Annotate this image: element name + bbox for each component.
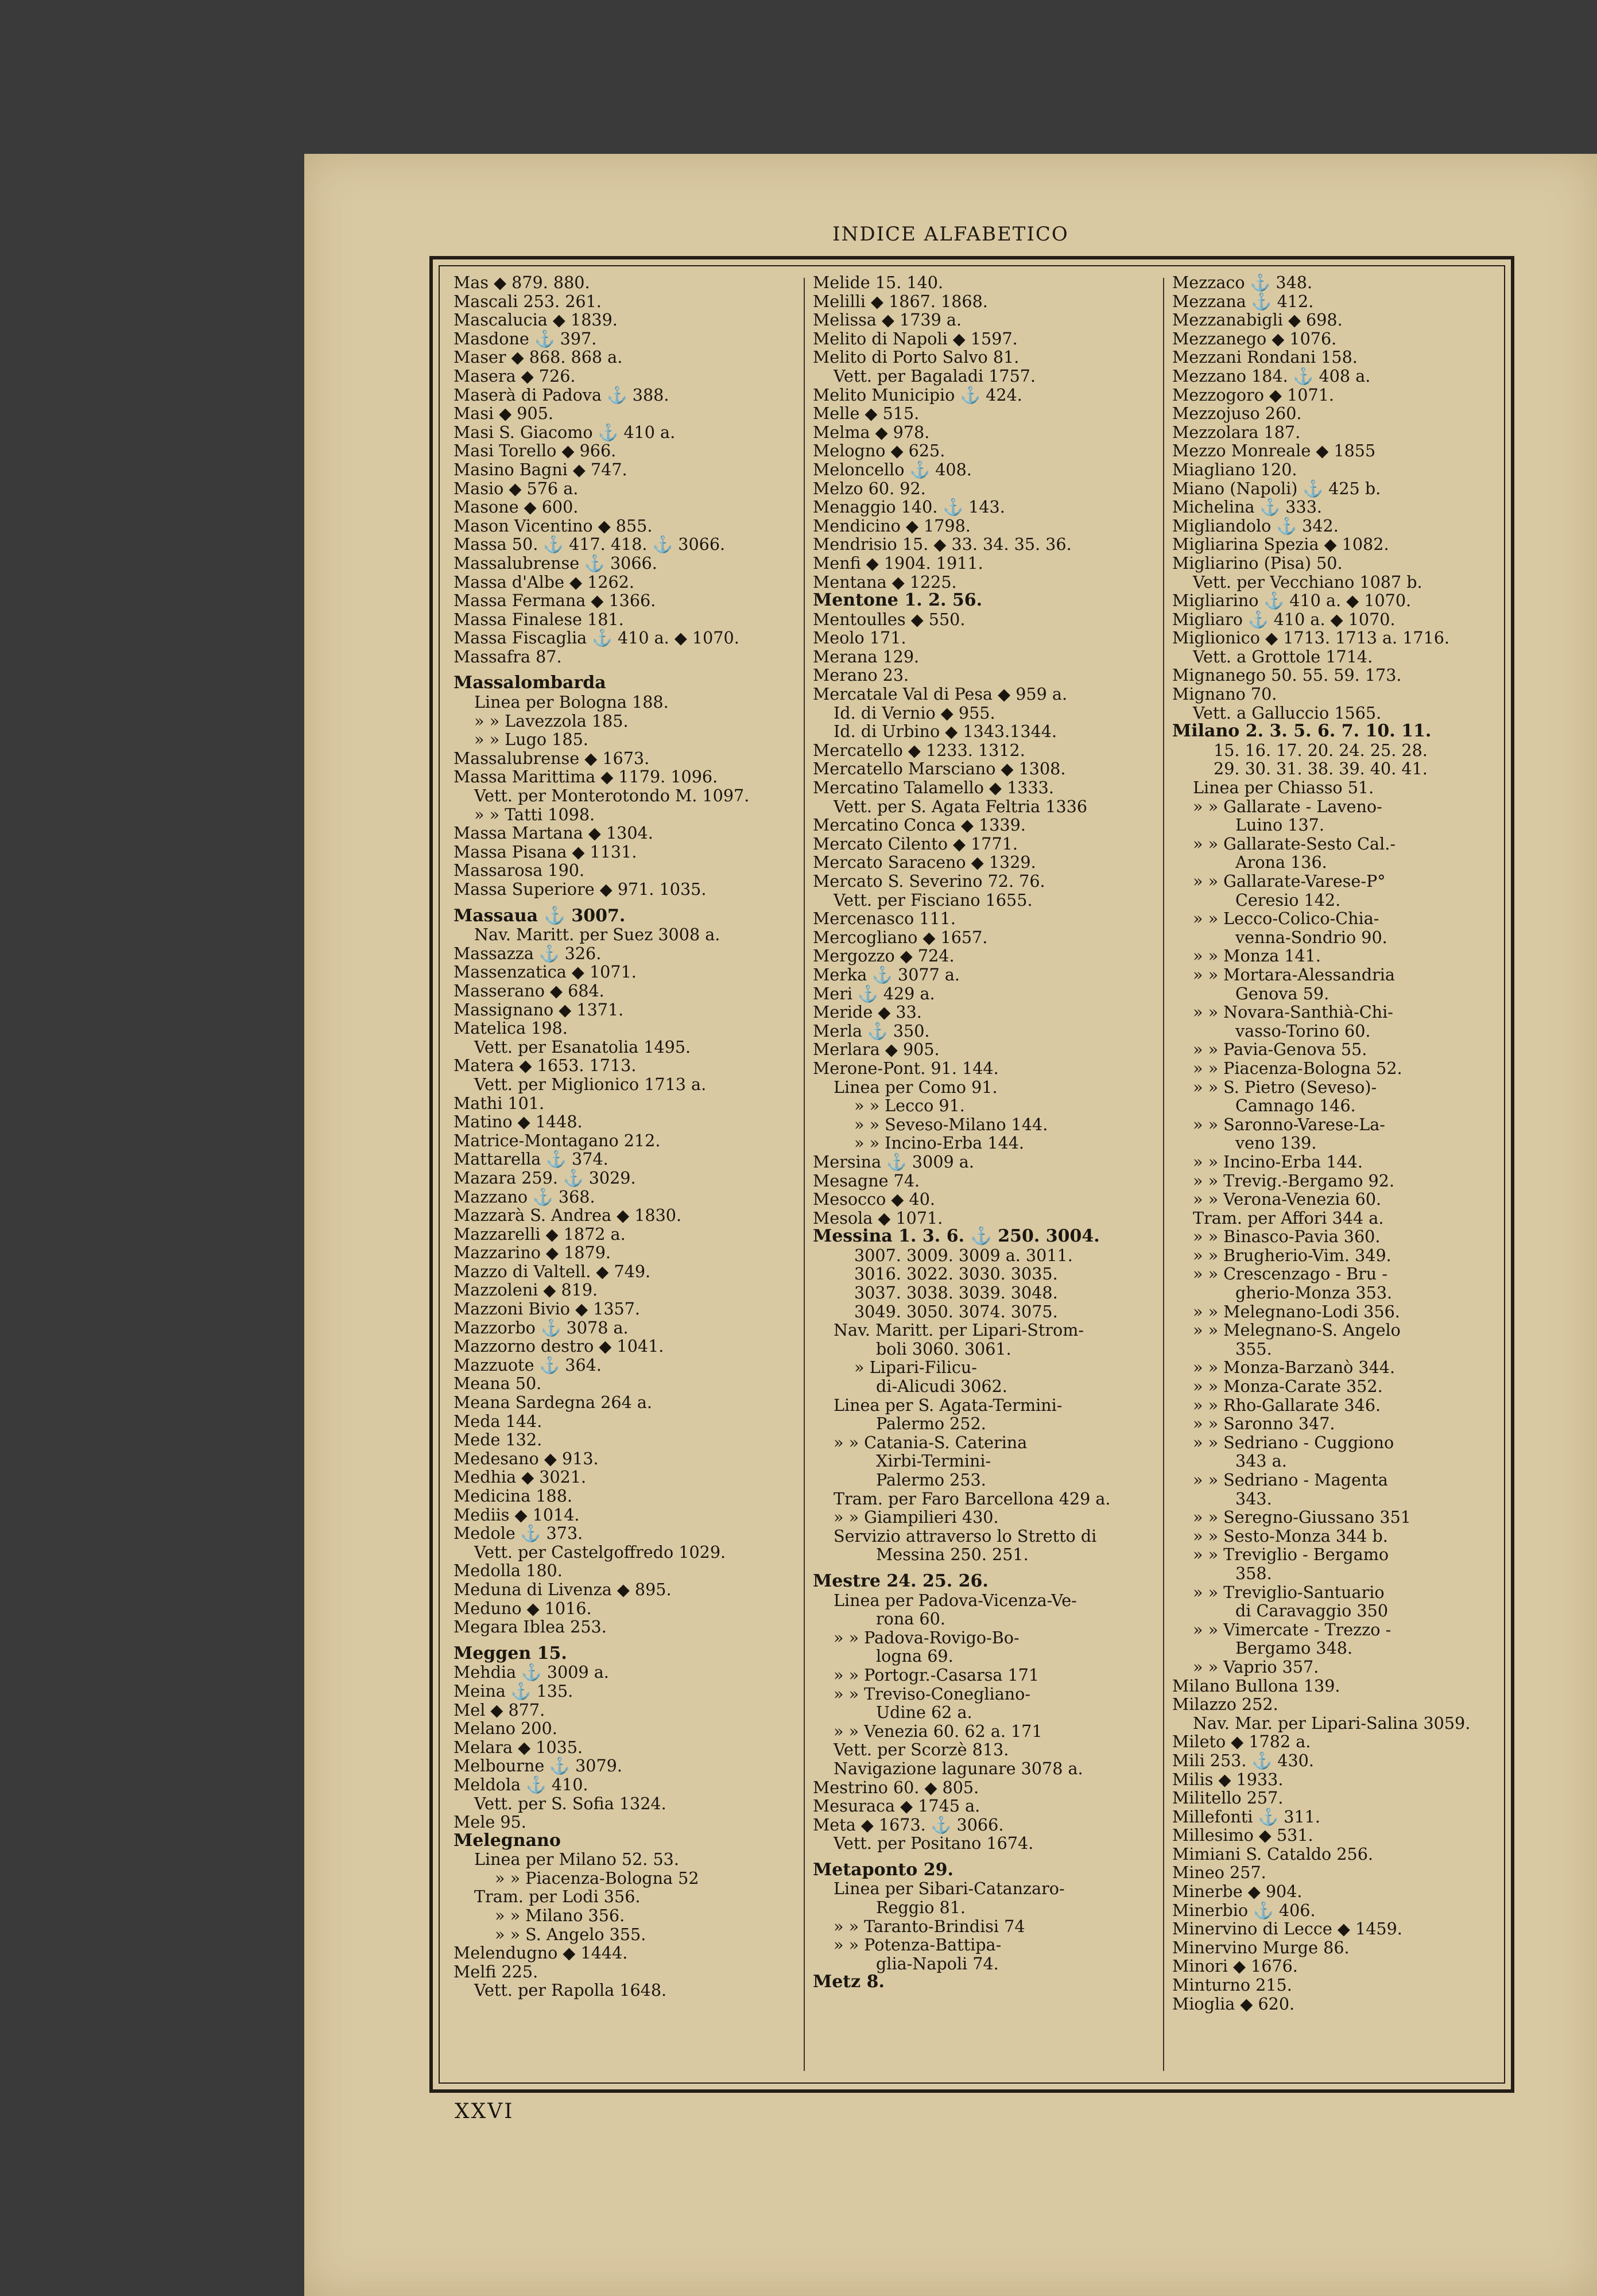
index-entry: Masi Torello ◆ 966. [453,441,617,461]
index-entry: » » Catania-S. Caterina [834,1432,1028,1452]
index-entry: 3007. 3009. 3009 a. 3011. [854,1245,1073,1265]
index-entry: Mezzojuso 260. [1172,404,1302,424]
index-entry: Meduno ◆ 1016. [453,1598,592,1618]
index-entry: Massa Marittima ◆ 1179. 1096. [453,767,718,787]
index-entry: Miglionico ◆ 1713. 1713 a. 1716. [1172,628,1450,648]
index-entry: » » Padova-Rovigo-Bo- [834,1627,1020,1647]
index-entry: Massa 50. ⚓ 417. 418. ⚓ 3066. [453,534,726,554]
index-entry: venna-Sondrio 90. [1235,927,1387,947]
index-entry: Mezzolara 187. [1172,422,1301,442]
index-entry: Massa Fiscaglia ⚓ 410 a. ◆ 1070. [453,628,739,648]
index-entry: 3049. 3050. 3074. 3075. [854,1301,1058,1321]
index-entry: » » Tatti 1098. [474,804,595,824]
index-entry: » » Novara-Santhià-Chi- [1193,1002,1393,1022]
index-entry: Merone-Pont. 91. 144. [813,1058,999,1078]
index-entry: » » Rho-Gallarate 346. [1193,1395,1381,1415]
index-entry: » » Treviglio-Santuario [1193,1582,1385,1602]
index-entry: Tram. per Faro Barcellona 429 a. [834,1488,1111,1508]
index-entry: boli 3060. 3061. [876,1339,1011,1359]
index-entry: 358. [1235,1563,1272,1583]
index-entry: » » Milano 356. [495,1906,625,1926]
index-entry: Mazzarà S. Andrea ◆ 1830. [453,1205,682,1225]
index-entry: Mercatino Conca ◆ 1339. [813,815,1026,835]
index-entry: Massa Superiore ◆ 971. 1035. [453,879,707,899]
index-entry: Vett. per Rapolla 1648. [474,1980,667,2000]
index-entry: Palermo 253. [876,1470,986,1490]
index-entry: Massazza ⚓ 326. [453,943,602,963]
index-column-3 [1172,273,1511,2078]
column-divider [804,278,805,2071]
index-entry: » » Portogr.-Casarsa 171 [834,1665,1040,1685]
index-frame-inner [439,265,1505,2084]
index-entry: Masdone ⚓ 397. [453,328,597,348]
index-entry: » » Potenza-Battipa- [834,1935,1002,1955]
index-entry: » » Trevig.-Bergamo 92. [1193,1170,1395,1190]
index-entry: Milis ◆ 1933. [1172,1769,1284,1789]
index-entry: Medole ⚓ 373. [453,1523,583,1543]
index-entry: Camnago 146. [1235,1096,1356,1116]
index-entry: Minervino Murge 86. [1172,1937,1350,1957]
index-entry: Millesimo ◆ 531. [1172,1825,1313,1845]
index-entry: Palermo 252. [876,1414,986,1434]
index-entry: Ceresio 142. [1235,890,1341,910]
index-entry: Merla ⚓ 350. [813,1021,930,1041]
index-entry: rona 60. [876,1609,945,1629]
index-entry: gherio-Monza 353. [1235,1283,1393,1303]
index-entry: Reggio 81. [876,1898,966,1918]
index-entry: Masera ◆ 726. [453,366,576,386]
index-entry: Genova 59. [1235,983,1329,1003]
index-entry: logna 69. [876,1646,953,1666]
index-entry: » » Piacenza-Bologna 52 [495,1868,699,1888]
index-entry: Linea per Bologna 188. [474,692,669,712]
index-entry: Bergamo 348. [1235,1638,1353,1658]
index-entry: Vett. per Castelgoffredo 1029. [474,1542,726,1562]
index-entry: Mileto ◆ 1782 a. [1172,1732,1311,1752]
index-entry: Linea per Como 91. [834,1077,998,1097]
index-entry: Mehdia ⚓ 3009 a. [453,1662,609,1682]
index-entry: Meina ⚓ 135. [453,1681,573,1701]
index-entry: » » Brugherio-Vim. 349. [1193,1245,1391,1265]
index-entry: Linea per Chiasso 51. [1193,778,1374,798]
index-entry: Mezzana ⚓ 412. [1172,291,1314,311]
index-entry: 15. 16. 17. 20. 24. 25. 28. [1214,740,1428,760]
index-entry: Mezzanabigli ◆ 698. [1172,310,1343,330]
index-entry: Mentone 1. 2. 56. [813,590,983,611]
index-entry: Meloncello ⚓ 408. [813,459,972,479]
index-entry: Masserano ◆ 684. [453,980,604,1000]
index-column-1 [453,273,798,2078]
index-entry: Milano Bullona 139. [1172,1676,1340,1696]
index-column-2 [813,273,1157,2078]
index-entry: Navigazione lagunare 3078 a. [834,1758,1083,1778]
index-entry: » » Binasco-Pavia 360. [1193,1227,1381,1247]
index-entry: Migliarino ⚓ 410 a. ◆ 1070. [1172,591,1412,611]
index-entry: Mendrisio 15. ◆ 33. 34. 35. 36. [813,534,1072,554]
index-entry: » » Saronno 347. [1193,1414,1335,1434]
index-entry: Vett. per Vecchiano 1087 b. [1193,572,1422,592]
index-entry: Mathi 101. [453,1093,545,1113]
index-entry: Melegnano [453,1830,561,1851]
index-entry: Linea per Sibari-Catanzaro- [834,1879,1065,1899]
index-entry: Mesocco ◆ 40. [813,1189,935,1209]
index-entry: Mercenasco 111. [813,909,956,929]
index-entry: Mazzorno destro ◆ 1041. [453,1336,664,1356]
index-entry: Mas ◆ 879. 880. [453,273,590,292]
index-entry: » » Sesto-Monza 344 b. [1193,1526,1388,1546]
index-entry: » » Gallarate-Sesto Cal.- [1193,833,1396,854]
index-entry: Mel ◆ 877. [453,1700,545,1720]
index-entry: Metaponto 29. [813,1859,953,1880]
index-entry: Masi ◆ 905. [453,404,553,424]
index-entry: Meana Sardegna 264 a. [453,1393,652,1413]
index-entry: Mercato Saraceno ◆ 1329. [813,852,1036,872]
index-entry: Melano 200. [453,1719,557,1739]
index-entry: Mascalucia ◆ 1839. [453,310,618,330]
index-entry: Medhia ◆ 3021. [453,1467,587,1487]
index-entry: Tram. per Affori 344 a. [1193,1208,1384,1228]
index-entry: Merka ⚓ 3077 a. [813,964,960,984]
index-entry: Melfi 225. [453,1961,538,1981]
index-entry: Melilli ◆ 1867. 1868. [813,291,988,311]
index-entry: » » Verona-Venezia 60. [1193,1189,1382,1209]
index-entry: Massalombarda [453,673,606,693]
index-frame [429,256,1514,2093]
index-entry: Melito di Porto Salvo 81. [813,347,1020,367]
index-entry: Milazzo 252. [1172,1694,1278,1715]
index-entry: 355. [1235,1339,1272,1359]
index-entry: Mede 132. [453,1430,542,1450]
index-entry: Miagliano 120. [1172,459,1297,479]
index-entry: Mesuraca ◆ 1745 a. [813,1796,980,1816]
index-entry: Massa Pisana ◆ 1131. [453,841,637,862]
index-entry: Miano (Napoli) ⚓ 425 b. [1172,478,1381,498]
index-entry: Melle ◆ 515. [813,404,920,424]
index-entry: Massenzatica ◆ 1071. [453,962,637,982]
index-entry: Messina 1. 3. 6. ⚓ 250. 3004. [813,1226,1100,1247]
index-entry: Mezzanego ◆ 1076. [1172,328,1337,348]
index-entry: » » Piacenza-Bologna 52. [1193,1058,1402,1078]
index-entry: Minerbe ◆ 904. [1172,1882,1303,1902]
index-entry: Servizio attraverso lo Stretto di [834,1526,1097,1546]
index-entry: Tram. per Lodi 356. [474,1887,641,1907]
index-entry: Mattarella ⚓ 374. [453,1149,608,1169]
index-entry: Mazzuote ⚓ 364. [453,1355,602,1375]
index-entry: Mignanego 50. 55. 59. 173. [1172,665,1402,685]
index-entry: Mercatello Marsciano ◆ 1308. [813,759,1066,779]
index-entry: Matelica 198. [453,1018,568,1038]
index-entry: Massarosa 190. [453,860,585,881]
index-entry: Mascali 253. 261. [453,291,602,311]
index-entry: Mentoulles ◆ 550. [813,609,966,629]
index-entry: Medicina 188. [453,1486,573,1506]
index-entry: Vett. per Bagaladi 1757. [834,366,1036,386]
index-entry: di-Alicudi 3062. [876,1376,1007,1397]
index-entry: 3037. 3038. 3039. 3048. [854,1283,1058,1303]
index-entry: Mergozzo ◆ 724. [813,946,955,966]
index-entry: Meggen 15. [453,1643,567,1663]
index-entry: Mimiani S. Cataldo 256. [1172,1844,1374,1864]
index-entry: » » Treviso-Conegliano- [834,1684,1031,1704]
index-entry: » » Giampilieri 430. [834,1507,999,1527]
page-number: XXVI [455,2100,514,2123]
index-entry: Melendugno ◆ 1444. [453,1943,628,1963]
index-entry: Meta ◆ 1673. ⚓ 3066. [813,1814,1004,1835]
index-entry: Udine 62 a. [876,1702,972,1723]
index-entry: Minori ◆ 1676. [1172,1956,1298,1976]
index-entry: Mezzogoro ◆ 1071. [1172,385,1334,405]
index-entry: Mioglia ◆ 620. [1172,1994,1295,2014]
page-header: INDICE ALFABETICO [832,223,1069,246]
index-entry: Masio ◆ 576 a. [453,478,579,498]
index-entry: Linea per Padova-Vicenza-Ve- [834,1590,1077,1610]
index-entry: Massa d'Albe ◆ 1262. [453,572,635,592]
index-entry: Vett. a Grottole 1714. [1193,646,1373,666]
index-entry: vasso-Torino 60. [1235,1021,1371,1041]
index-entry: Millefonti ⚓ 311. [1172,1806,1320,1826]
index-entry: Meolo 171. [813,628,906,648]
index-entry: » » Crescenzago - Bru - [1193,1264,1387,1284]
index-entry: Mazzoleni ◆ 819. [453,1280,598,1300]
index-entry: Medolla 180. [453,1561,563,1581]
index-entry: Id. di Urbino ◆ 1343.1344. [834,722,1057,742]
index-entry: » » Seregno-Giussano 351 [1193,1507,1411,1527]
index-entry: Mercogliano ◆ 1657. [813,927,988,947]
index-entry: » » Monza-Barzanò 344. [1193,1358,1396,1378]
index-entry: Nav. Mar. per Lipari-Salina 3059. [1193,1713,1471,1733]
index-entry: Mesola ◆ 1071. [813,1208,943,1228]
index-entry: Meri ⚓ 429 a. [813,983,935,1003]
index-entry: Mersina ⚓ 3009 a. [813,1151,974,1172]
index-entry: Massa Martana ◆ 1304. [453,823,653,843]
index-entry: Minturno 215. [1172,1975,1292,1995]
index-entry: Mediis ◆ 1014. [453,1504,580,1525]
index-entry: Massalubrense ◆ 1673. [453,748,650,768]
index-entry: Meana 50. [453,1374,542,1394]
index-entry: Vett. per Scorzè 813. [834,1740,1009,1760]
index-entry: Meride ◆ 33. [813,1002,922,1022]
index-entry: Mentana ◆ 1225. [813,572,957,592]
index-entry: Merlara ◆ 905. [813,1040,940,1060]
index-entry: 343. [1235,1488,1272,1508]
index-entry: Melogno ◆ 625. [813,441,945,461]
index-entry: » » Taranto-Brindisi 74 [834,1916,1025,1936]
index-entry: Mason Vicentino ◆ 855. [453,515,653,536]
index-entry: Melissa ◆ 1739 a. [813,310,962,330]
index-entry: Migliarina Spezia ◆ 1082. [1172,534,1389,554]
index-entry: glia-Napoli 74. [876,1953,999,1973]
index-entry: Massafra 87. [453,646,562,666]
index-entry: Mazzano ⚓ 368. [453,1186,595,1207]
index-entry: Messina 250. 251. [876,1545,1029,1565]
index-entry: » » Sedriano - Cuggiono [1193,1432,1394,1452]
index-entry: 343 a. [1235,1451,1287,1471]
index-entry: Migliarino (Pisa) 50. [1172,553,1343,573]
index-entry: Minerbio ⚓ 406. [1172,1900,1316,1920]
index-entry: Mendicino ◆ 1798. [813,515,971,536]
index-entry: Mazara 259. ⚓ 3029. [453,1168,636,1188]
index-entry: Vett. per Fisciano 1655. [834,890,1033,910]
index-entry: Mercatello ◆ 1233. 1312. [813,740,1025,760]
index-entry: Melbourne ⚓ 3079. [453,1756,622,1776]
index-entry: Vett. per S. Sofia 1324. [474,1793,666,1813]
index-entry: Massalubrense ⚓ 3066. [453,553,657,573]
index-entry: Masino Bagni ◆ 747. [453,459,627,479]
index-entry: Melide 15. 140. [813,273,944,292]
book-page [304,154,1597,2296]
index-entry: » » Melegnano-S. Angelo [1193,1320,1401,1340]
index-entry: Meldola ⚓ 410. [453,1774,588,1794]
index-entry: Mazzoni Bivio ◆ 1357. [453,1299,641,1319]
index-entry: Militello 257. [1172,1788,1284,1808]
column-divider [1163,278,1164,2071]
index-entry: Matino ◆ 1448. [453,1112,583,1132]
index-entry: » » Mortara-Alessandria [1193,964,1395,984]
index-entry: Mercato S. Severino 72. 76. [813,871,1045,891]
index-entry: veno 139. [1235,1133,1317,1153]
index-entry: Mercatino Talamello ◆ 1333. [813,778,1054,798]
index-entry: Mili 253. ⚓ 430. [1172,1750,1314,1770]
index-entry: » » Venezia 60. 62 a. 171 [834,1721,1042,1741]
index-entry: » » Monza 141. [1193,946,1321,966]
index-entry: » » Pavia-Genova 55. [1193,1040,1367,1060]
index-entry: Melito di Napoli ◆ 1597. [813,328,1018,348]
index-entry: Xirbi-Termini- [876,1451,991,1471]
index-entry: Vett. per Miglionico 1713 a. [474,1074,707,1094]
index-entry: Mezzo Monreale ◆ 1855 [1172,441,1376,461]
index-entry: Merana 129. [813,646,920,666]
index-entry: » Lipari-Filicu- [854,1358,977,1378]
index-entry: » » Lugo 185. [474,730,588,750]
index-entry: Melara ◆ 1035. [453,1737,583,1757]
index-entry: » » Monza-Carate 352. [1193,1376,1383,1397]
index-entry: » » Lecco 91. [854,1096,965,1116]
index-entry: Mazzorbo ⚓ 3078 a. [453,1317,629,1337]
index-entry: Id. di Vernio ◆ 955. [834,703,995,723]
index-entry: Mestre 24. 25. 26. [813,1570,989,1591]
index-entry: » » Vaprio 357. [1193,1657,1319,1677]
index-entry: Mele 95. [453,1812,526,1832]
index-entry: Merano 23. [813,665,909,685]
index-entry: Mezzaco ⚓ 348. [1172,273,1313,292]
index-entry: Vett. per Positano 1674. [834,1833,1034,1853]
index-entry: Mezzano 184. ⚓ 408 a. [1172,366,1371,386]
index-entry: » » Melegnano-Lodi 356. [1193,1301,1400,1321]
index-entry: » » Seveso-Milano 144. [854,1114,1048,1134]
index-entry: Michelina ⚓ 333. [1172,497,1322,517]
index-entry: Massa Finalese 181. [453,609,624,629]
index-entry: Mazzo di Valtell. ◆ 749. [453,1261,651,1281]
index-entry: Mercatale Val di Pesa ◆ 959 a. [813,684,1068,704]
index-entry: Massignano ◆ 1371. [453,999,624,1019]
index-entry: Massaua ⚓ 3007. [453,905,626,926]
index-entry: » » Incino-Erba 144. [854,1133,1024,1153]
index-entry: Medesano ◆ 913. [453,1448,599,1468]
index-entry: Linea per S. Agata-Termini- [834,1395,1063,1415]
index-entry: » » Vimercate - Trezzo - [1193,1619,1391,1639]
index-entry: Nav. Maritt. per Suez 3008 a. [474,925,720,945]
index-entry: Menaggio 140. ⚓ 143. [813,497,1005,517]
index-entry: Luino 137. [1235,815,1324,835]
index-entry: » » Saronno-Varese-La- [1193,1114,1385,1134]
index-entry: Vett. per Esanatolia 1495. [474,1037,691,1057]
index-entry: Megara Iblea 253. [453,1617,607,1637]
index-entry: Mezzani Rondani 158. [1172,347,1358,367]
index-entry: Meda 144. [453,1411,542,1431]
index-entry: Mercato Cilento ◆ 1771. [813,833,1018,854]
index-entry: » » Incino-Erba 144. [1193,1151,1363,1172]
index-entry: Metz 8. [813,1972,885,1992]
index-entry: » » Sedriano - Magenta [1193,1470,1388,1490]
index-entry: » » Gallarate-Varese-P° [1193,871,1386,891]
index-entry: Linea per Milano 52. 53. [474,1849,679,1870]
index-entry: Matrice-Montagano 212. [453,1130,661,1150]
index-entry: Mineo 257. [1172,1863,1266,1883]
index-entry: Vett. a Galluccio 1565. [1193,703,1382,723]
index-entry: » » S. Angelo 355. [495,1924,646,1944]
index-entry: 29. 30. 31. 38. 39. 40. 41. [1214,759,1428,779]
index-entry: » » Treviglio - Bergamo [1193,1545,1389,1565]
index-entry: » » Gallarate - Laveno- [1193,796,1382,816]
index-entry: Mignano 70. [1172,684,1277,704]
index-entry: Maserà di Padova ⚓ 388. [453,385,669,405]
index-entry: » » Lecco-Colico-Chia- [1193,909,1379,929]
index-entry: Arona 136. [1235,852,1327,872]
index-entry: Mazzarino ◆ 1879. [453,1243,611,1263]
index-entry: di Caravaggio 350 [1235,1601,1389,1621]
index-entry: Mazzarelli ◆ 1872 a. [453,1224,626,1244]
index-entry: Vett. per S. Agata Feltria 1336 [834,796,1088,816]
index-entry: Melma ◆ 978. [813,422,930,442]
index-entry: Masi S. Giacomo ⚓ 410 a. [453,422,676,442]
index-entry: Nav. Maritt. per Lipari-Strom- [834,1320,1084,1340]
index-entry: Migliaro ⚓ 410 a. ◆ 1070. [1172,609,1396,629]
index-entry: Vett. per Monterotondo M. 1097. [474,786,750,806]
index-entry: Masone ◆ 600. [453,497,579,517]
index-entry: » » S. Pietro (Seveso)- [1193,1077,1377,1097]
index-entry: » » Lavezzola 185. [474,711,629,731]
index-entry: Mestrino 60. ◆ 805. [813,1777,979,1797]
index-entry: Mesagne 74. [813,1170,920,1190]
index-entry: Melzo 60. 92. [813,478,926,498]
index-entry: Menfi ◆ 1904. 1911. [813,553,983,573]
index-entry: Milano 2. 3. 5. 6. 7. 10. 11. [1172,721,1432,742]
index-entry: Maser ◆ 868. 868 a. [453,347,623,367]
index-entry: Migliandolo ⚓ 342. [1172,515,1339,536]
index-entry: Matera ◆ 1653. 1713. [453,1056,637,1076]
index-entry: Meduna di Livenza ◆ 895. [453,1579,672,1599]
index-entry: 3016. 3022. 3030. 3035. [854,1264,1058,1284]
index-entry: Massa Fermana ◆ 1366. [453,591,656,611]
index-entry: Melito Municipio ⚓ 424. [813,385,1022,405]
index-entry: Minervino di Lecce ◆ 1459. [1172,1919,1402,1939]
